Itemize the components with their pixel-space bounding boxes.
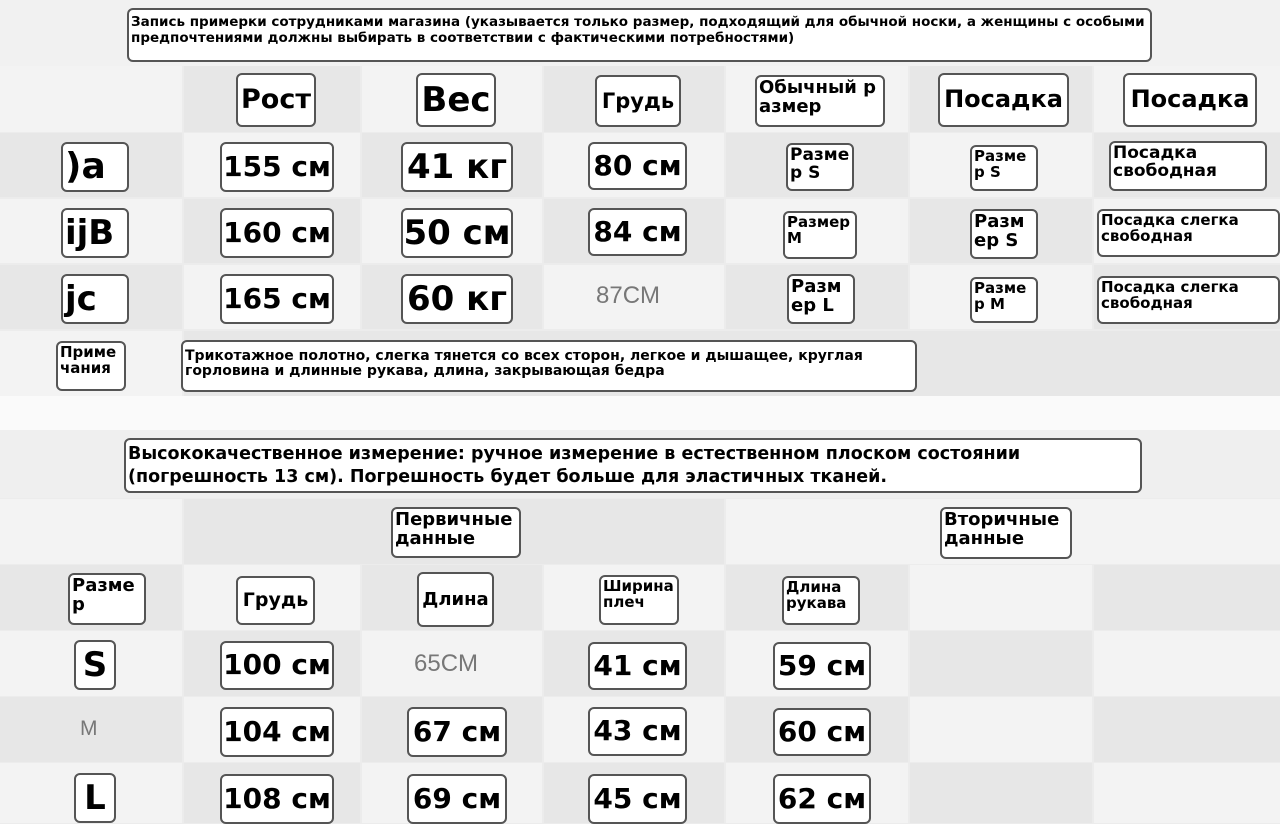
size-label: M [80,717,98,740]
header-size: Размер [68,573,146,625]
size-label: L [74,773,116,823]
chest-value: 108 см [220,774,334,824]
shoulder-value: 45 см [588,774,687,824]
header-fit-2: Посадка [1123,73,1257,127]
header-fit-1: Посадка [938,73,1069,127]
size-label: S [74,640,116,690]
length-value: 67 см [407,707,507,757]
row-label: )а [61,142,129,192]
notes-label: Примечания [56,341,126,391]
group-secondary: Вторичные данные [940,507,1072,559]
sleeve-value: 62 см [773,774,871,824]
usual-size-value: Размер М [783,211,857,259]
chest-value: 100 см [220,641,334,690]
weight-value: 60 кг [401,274,513,324]
chest-value: 84 см [588,208,687,256]
chest-value: 104 см [220,707,334,757]
section2-note: Высококачественное измерение: ручное измерение в естественном плоском состоянии (погрешность 13 см). Погрешность будет больше для эластичных тканей. [124,438,1142,493]
shoulder-value: 41 см [588,642,687,690]
shoulder-value: 43 см [588,707,687,756]
length-value: 69 см [407,774,507,824]
height-value: 160 см [220,208,334,258]
row-label: jc [61,274,129,324]
chest-value: 87CM [596,282,661,309]
header-weight: Вес [416,73,496,127]
header-length: Длина [417,572,494,627]
header-chest: Грудь [595,75,681,127]
sleeve-value: 59 см [773,642,871,690]
fit-size-value: Размер S [970,209,1038,259]
usual-size-value: Размер S [786,143,854,191]
notes-text: Трикотажное полотно, слегка тянется со всех сторон, легкое и дышащее, круглая горловина и длинные рукава, длина, закрывающая бедра [181,340,917,392]
header-chest: Грудь [236,576,315,625]
fit-description: Посадка свободная [1109,141,1267,191]
row-label: ijВ [61,208,129,258]
fit-description: Посадка слегка свободная [1097,209,1280,257]
fit-size-value: Размер М [970,277,1038,323]
header-height: Рост [236,73,316,127]
length-value: 65CM [414,650,479,677]
header-shoulder-width: Ширина плеч [599,575,679,625]
sleeve-value: 60 см [773,708,871,756]
height-value: 165 см [220,274,334,324]
header-sleeve-length: Длина рукава [782,576,860,625]
usual-size-value: Размер L [787,274,855,324]
fit-description: Посадка слегка свободная [1097,276,1280,324]
section1-note: Запись примерки сотрудниками магазина (указывается только размер, подходящий для обычной носки, а женщины с особыми предпочтениями должны выбирать в соответствии с фактическими потребностями) [127,8,1152,62]
section2-group-row [0,499,1280,564]
height-value: 155 см [220,142,334,192]
section-separator [0,396,1280,430]
group-primary: Первичные данные [391,507,521,558]
header-usual-size: Обычный размер [755,75,885,127]
weight-value: 41 кг [401,142,513,192]
chest-value: 80 см [588,142,687,190]
fit-size-value: Размер S [970,145,1038,191]
weight-value: 50 см [401,208,513,258]
